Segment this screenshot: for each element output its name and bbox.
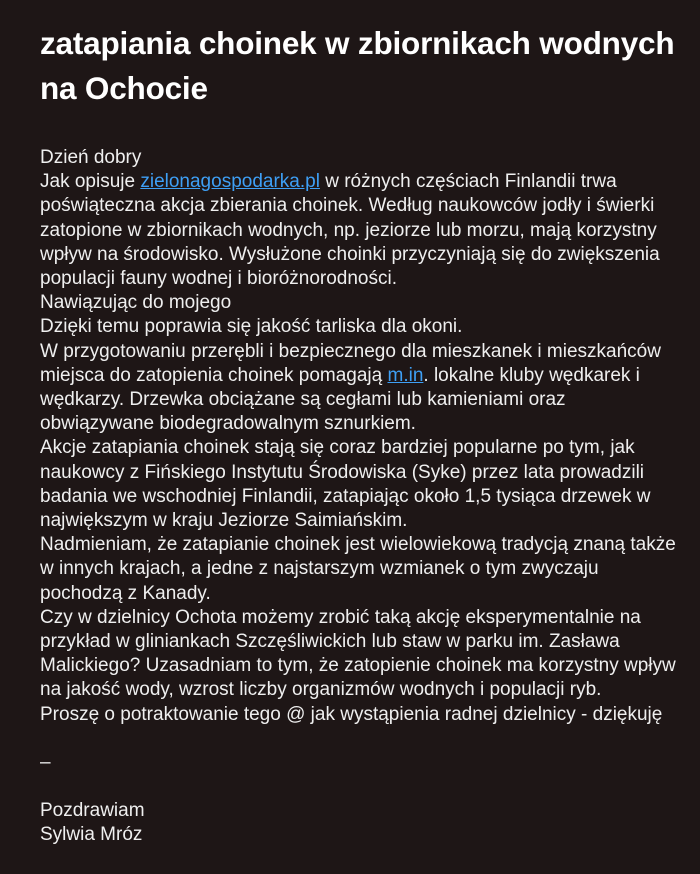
paragraph-spawning: Dzięki temu poprawia się jakość tarliska dla okoni.: [40, 316, 463, 338]
paragraph-preparation-end: . lokalne kluby wędkarek i wędkarzy. Drzewka obciążane są cegłami lub kamieniami oraz obwiązywane biodegradowalnym sznurkiem.: [40, 364, 640, 435]
m-in-link[interactable]: m.in: [387, 364, 424, 386]
paragraph-research: Akcje zatapiania choinek stają się coraz bardziej popularne po tym, jak naukowcy z Fińskiego Instytutu Środowiska (Syke) przez lata prowadzili badania we wschodniej Finlandii, zatapiając około 1,5 tysiąca drzewek w największym w kraju Jeziorze Saimiańskim.: [40, 437, 651, 532]
greeting-text: Dzień dobry: [40, 147, 142, 168]
paragraph-preparation: [40, 340, 680, 437]
paragraph-request: Proszę o potraktowanie tego @ jak wystąpienia radnej dzielnicy - dziękuję: [40, 703, 663, 725]
paragraph-tradition: Nadmieniam, że zatapianie choinek jest wielowiekową tradycją znaną także w innych krajach, a jedne z najstarszym wzmianek o tym zwyczaju pochodzą z Kanady.: [40, 534, 676, 604]
zielonagospodarka-link[interactable]: zielonagospodarka.pl: [140, 171, 320, 193]
paragraph-proposal: Czy w dzielnicy Ochota możemy zrobić taką akcję eksperymentalnie na przykład w gliniankach Szczęśliwickich lub staw w parku im. Zasława Malickiego? Uzasadniam to tym, że zatopienie choinek ma korzystny wpływ na jakość wody, wzrost liczby organizmów wodnych i populacji ryb.: [40, 606, 676, 701]
page-title: zatapiania choinek w zbiornikach wodnych na Ochocie: [40, 25, 675, 106]
paragraph-source: [40, 170, 680, 291]
spacer: [40, 775, 680, 799]
paragraph-source-end: w różnych częściach Finlandii trwa poświąteczna akcja zbierania choinek. Według naukowców jodły i świerki zatopione w zbiornikach wodnych, np. jeziorze lub morzu, mają korzystny wpływ na środowisko. Wysłużone choinki przyczyniają się do zwiększenia populacji fauny wodnej i bioróżnorodności.: [40, 171, 660, 290]
paragraph-source-start: Jak opisuje: [40, 171, 141, 193]
signature-name: Sylwia Mróz: [40, 824, 143, 846]
paragraph-preparation-start: W przygotowaniu przerębli i bezpiecznego dla mieszkanek i mieszkańców miejsca do zatopienia choinek pomagają: [40, 340, 661, 386]
message-body: [40, 146, 680, 847]
paragraph-reference: Nawiązując do mojego: [40, 292, 232, 314]
closing-text: Pozdrawiam: [40, 800, 145, 822]
signature-separator: –: [40, 751, 51, 773]
spacer: [40, 727, 680, 751]
